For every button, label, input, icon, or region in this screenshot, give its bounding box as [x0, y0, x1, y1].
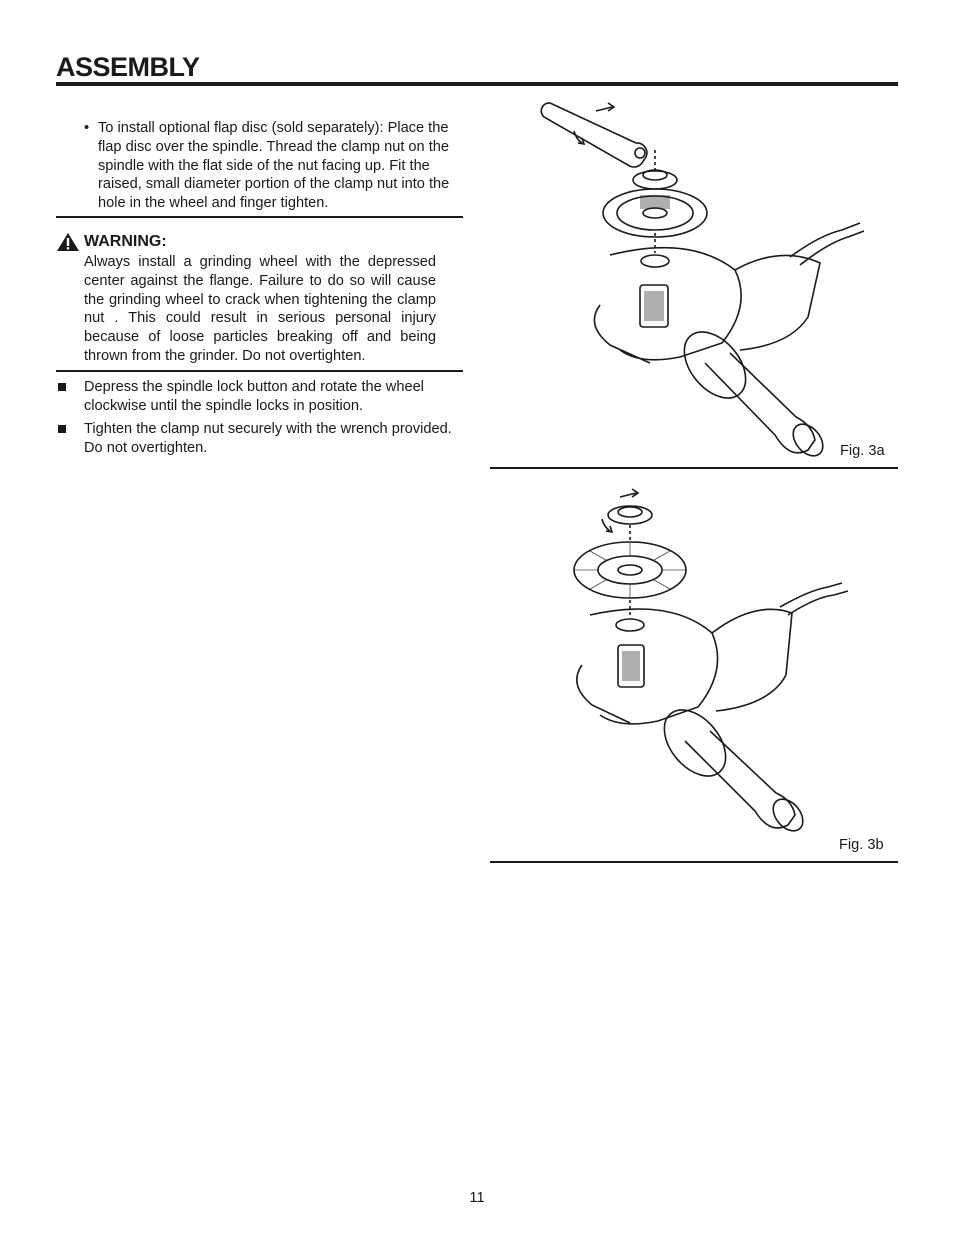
warning-heading [56, 232, 167, 252]
figure-3b-caption: Fig. 3b [839, 837, 884, 853]
title-rule [56, 82, 898, 86]
warning-triangle-icon [56, 232, 80, 252]
page-title: ASSEMBLY [56, 52, 200, 82]
bullet-dot-icon: • [84, 120, 90, 136]
divider-bottom [56, 370, 463, 372]
figure-3a-illustration [490, 95, 898, 470]
step-item [56, 378, 456, 416]
flap-disc-text: To install optional flap disc (sold separately): Place the flap disc over the spindle. Thread the clamp nut on the spindle with the flat side of the nut facing up. Fit the raised, small diameter portion of the clamp nut into the hole in the wheel and finger tighten. [98, 120, 450, 212]
figure-3a-rule [490, 467, 898, 469]
figure-3a-caption: Fig. 3a [840, 443, 885, 459]
square-bullet-icon [58, 383, 66, 391]
warning-label: WARNING: [84, 233, 167, 250]
divider-top [56, 216, 463, 218]
square-bullet-icon [58, 425, 66, 433]
step-item [56, 420, 456, 458]
flap-disc-bullet [84, 119, 464, 213]
page-number: 11 [469, 1190, 485, 1206]
step-text: Tighten the clamp nut securely with the wrench provided. Do not overtighten. [84, 421, 452, 456]
figure-3b-illustration [490, 485, 898, 860]
step-text: Depress the spindle lock button and rotate the wheel clockwise until the spindle locks in position. [84, 379, 424, 414]
figure-3b-rule [490, 861, 898, 863]
warning-text: Always install a grinding wheel with the depressed center against the flange. Failure to do so will cause the grinding wheel to crack when tightening the clamp nut . This could result in serious personal injury because of loose particles breaking off and being thrown from the grinder. Do not overtighten. [84, 254, 436, 364]
